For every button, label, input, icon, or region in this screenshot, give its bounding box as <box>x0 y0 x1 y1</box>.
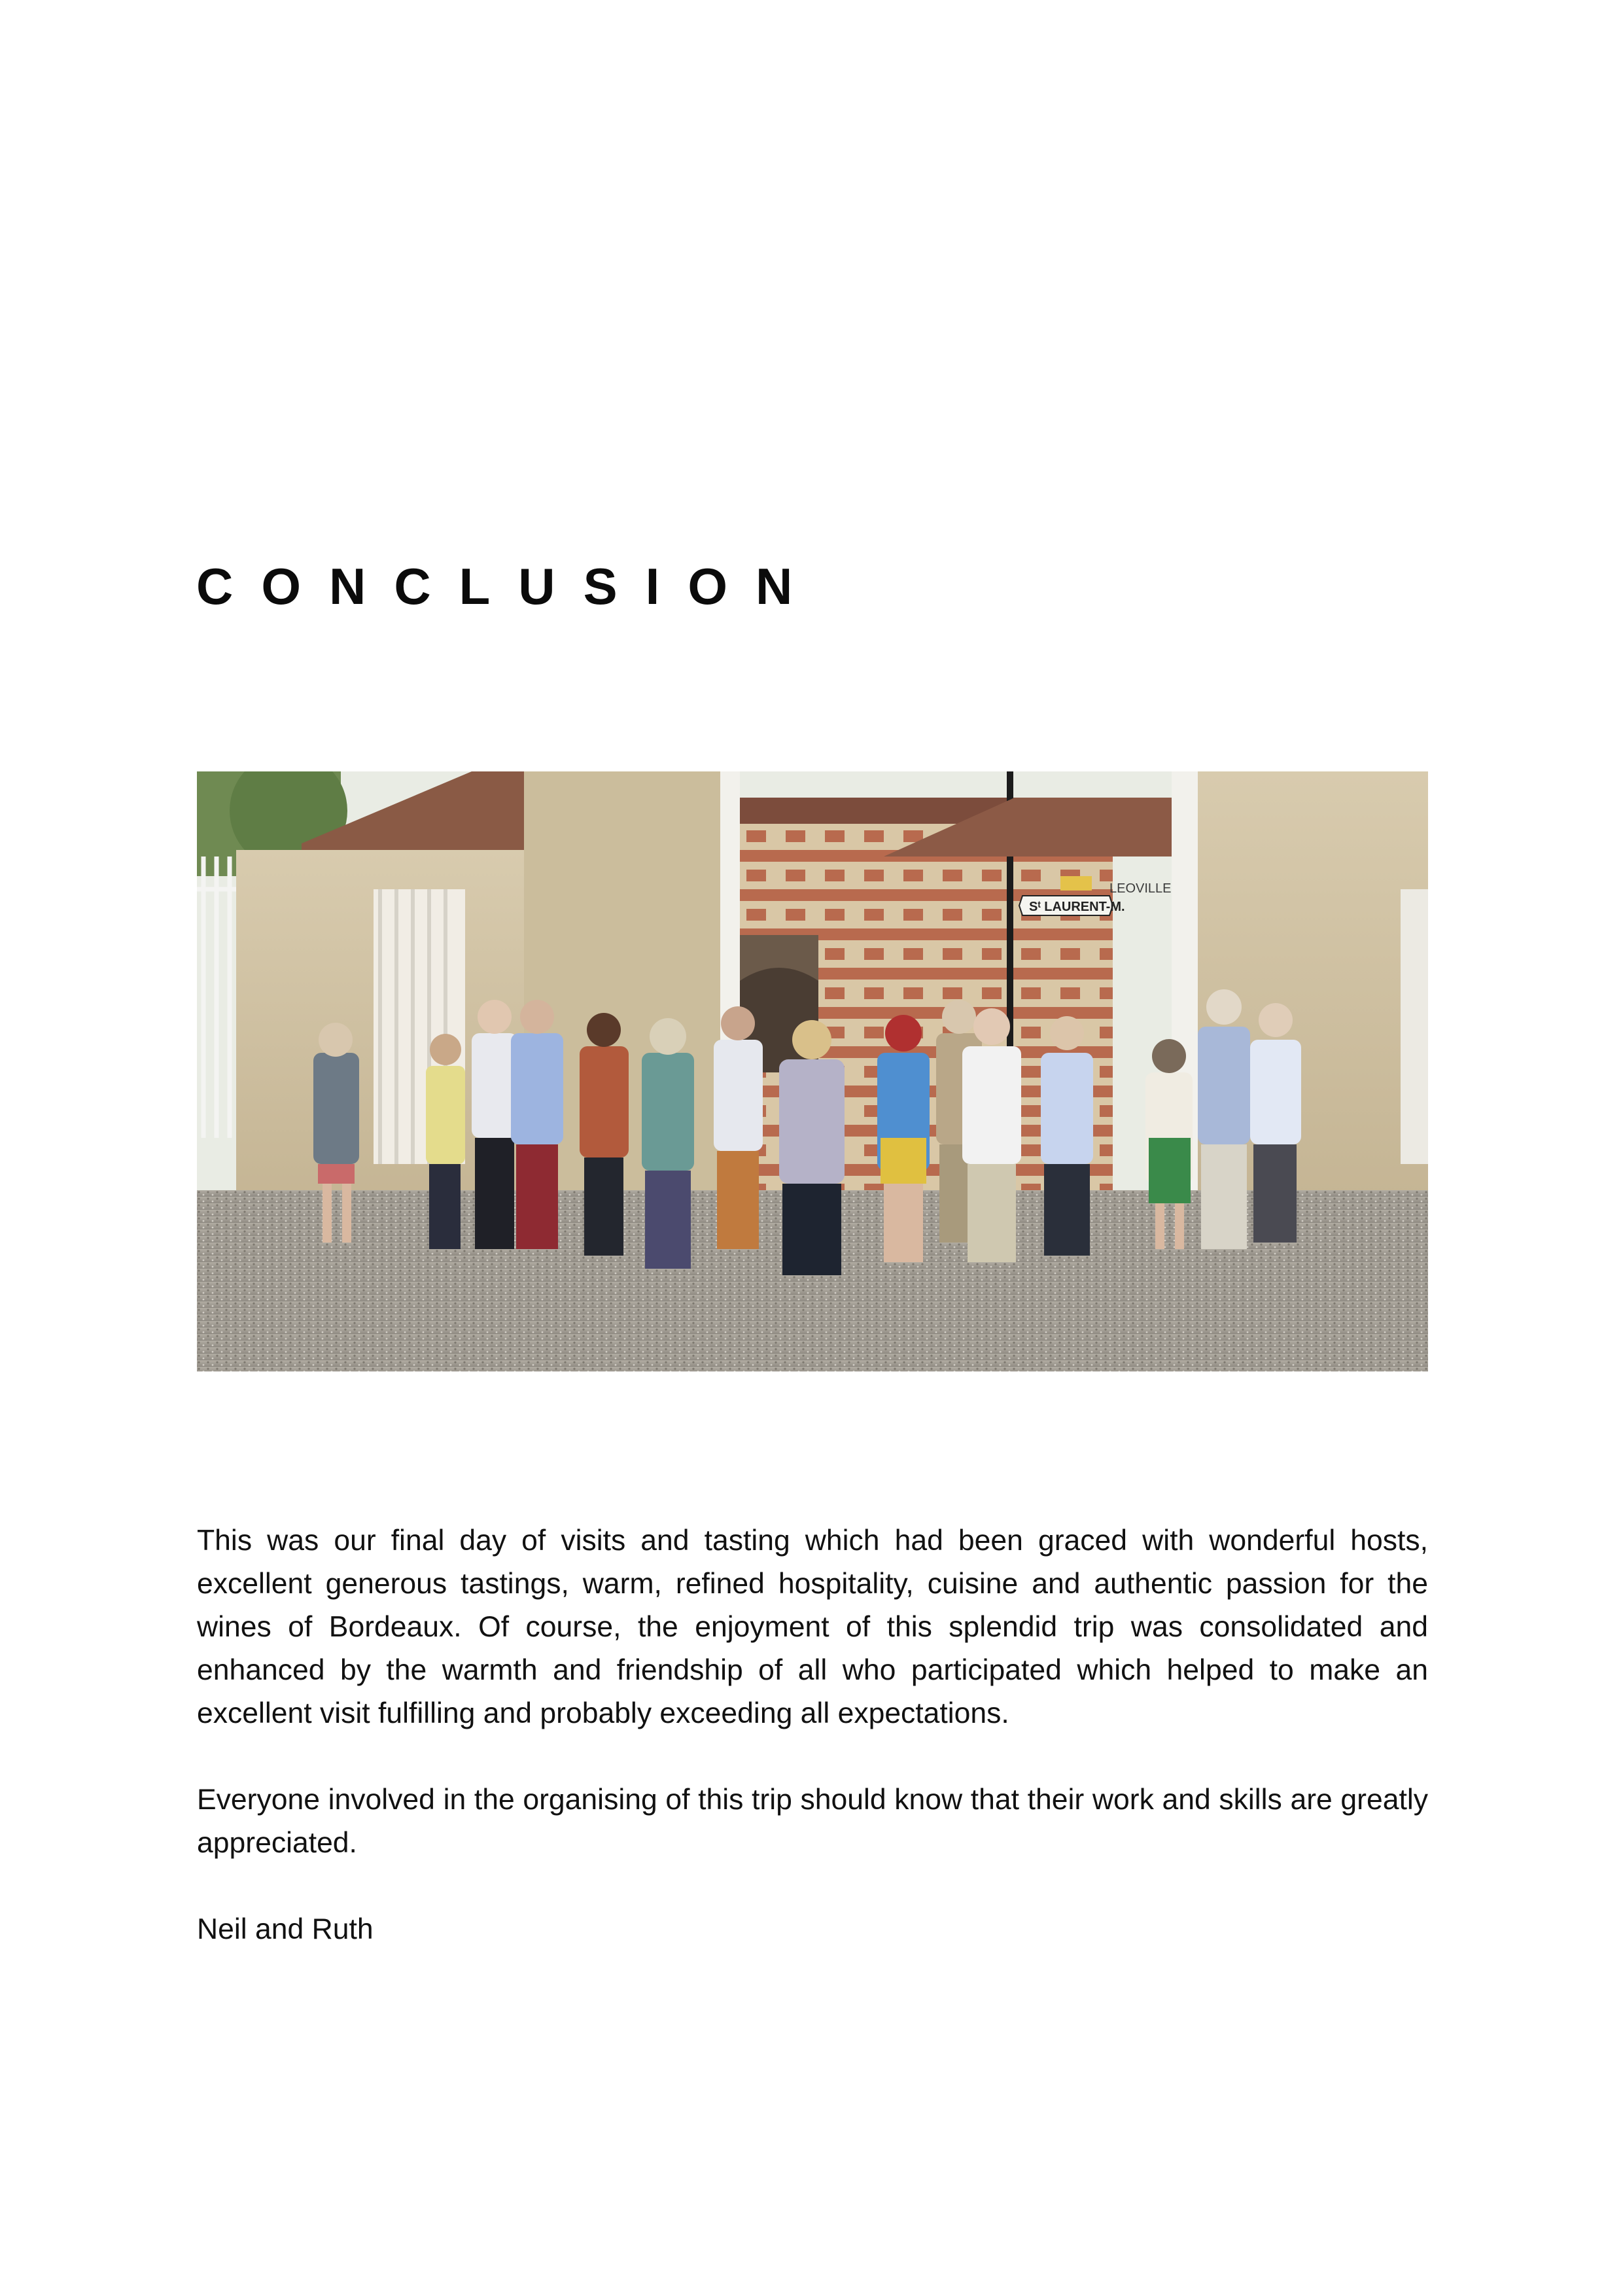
body-text <box>197 1519 1428 1951</box>
group-photo <box>197 771 1428 1371</box>
paragraph-2: Everyone involved in the organising of this trip should know that their work and skills are greatly appreciated. <box>197 1784 1428 1859</box>
paragraph-1: This was our final day of visits and tasting which had been graced with wonderful hosts, excellent generous tastings, warm, refined hospitality, cuisine and authentic passion for the wines of Bordeaux. Of course, the enjoyment of this splendid trip was consolidated and enhanced by the warmth and friendship of all who participated which helped to make an excellent visit fulfilling and probably exceeding all expectations. <box>197 1525 1428 1729</box>
signature: Neil and Ruth <box>197 1913 374 1945</box>
group-photo-image <box>197 771 1428 1371</box>
page-title: CONCLUSION <box>196 557 821 615</box>
road-sign-text: Sᵗ LAURENT-M. <box>1029 900 1125 914</box>
building-sign-text: LEOVILLE <box>1109 881 1172 896</box>
